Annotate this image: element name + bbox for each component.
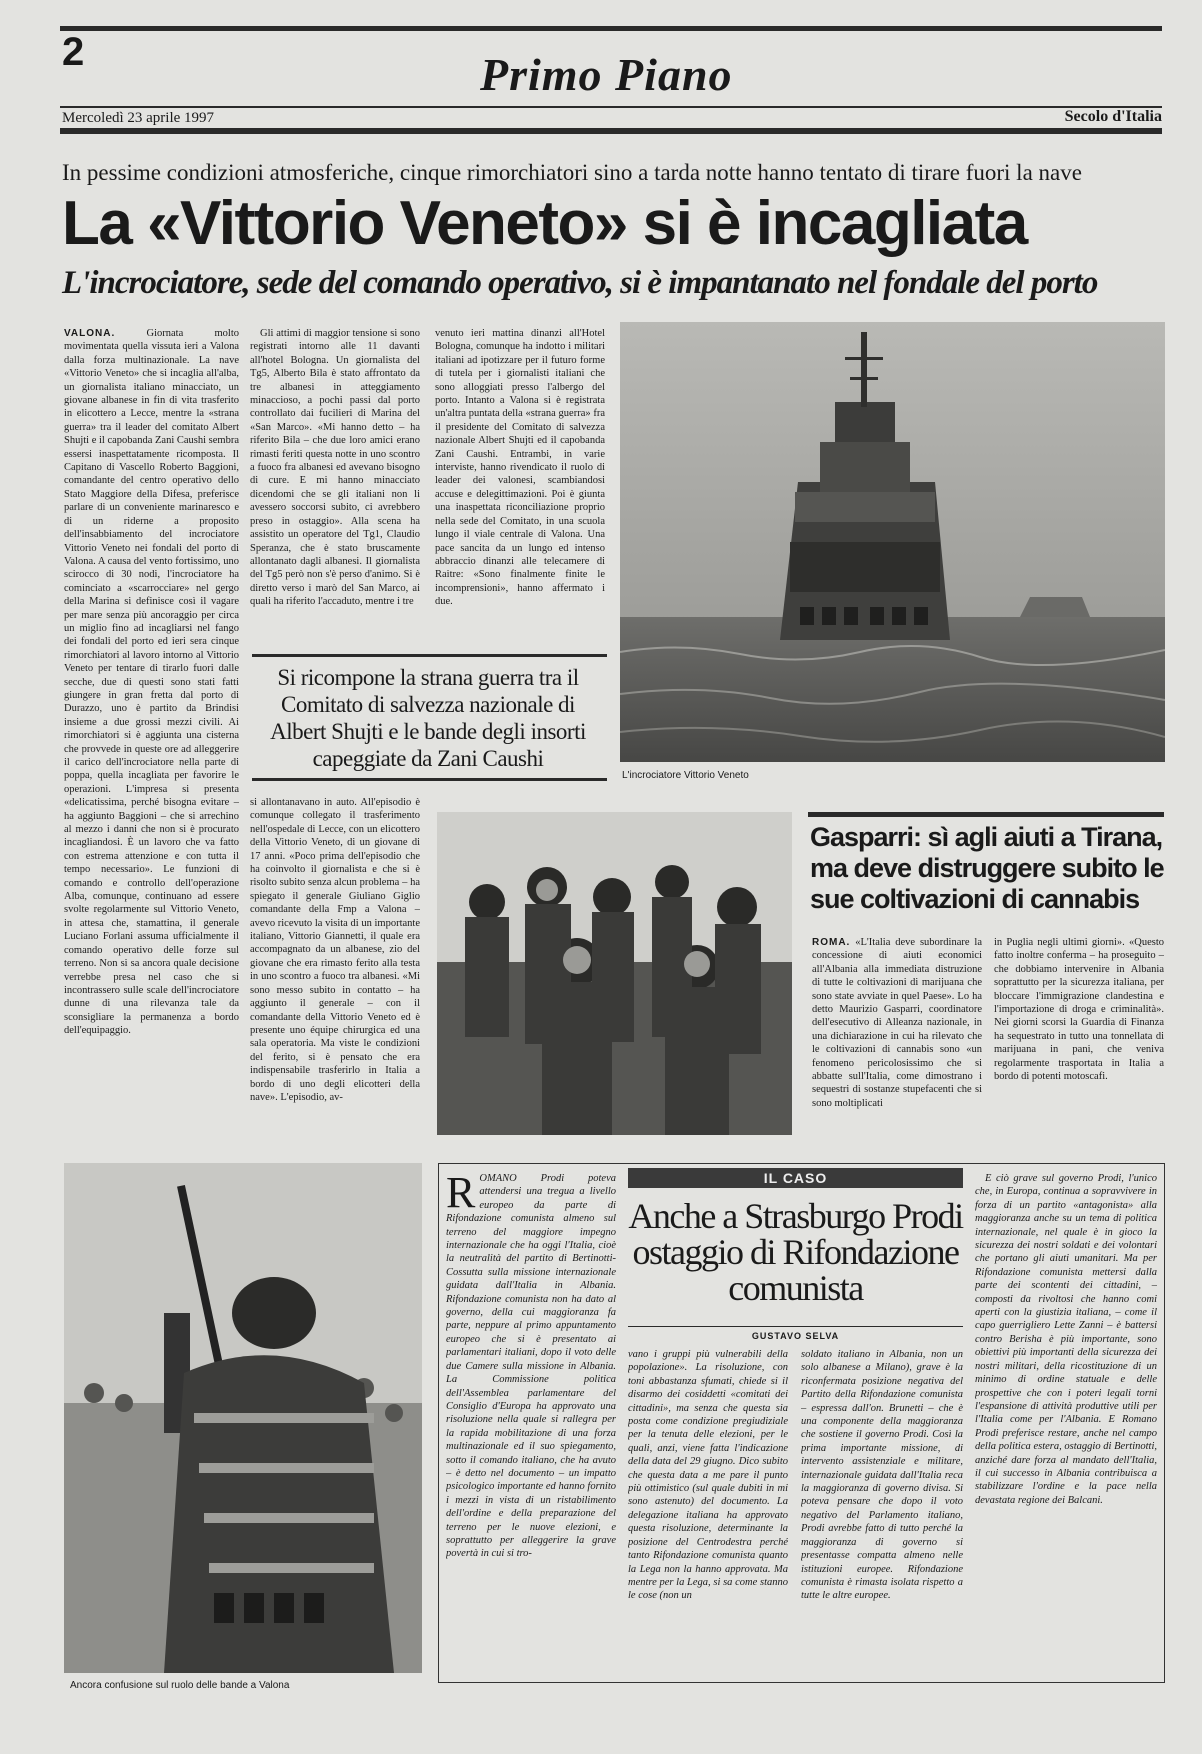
main-headline: La «Vittorio Veneto» si è incagliata: [62, 189, 1027, 258]
lead-column-3-text: venuto ieri mattina dinanzi all'Hotel Bologna, comunque ha indotto i militari italiani ad ipotizzare per il futuro forme di tutela per i giornalisti italiani che sono alloggiati presso l'albergo del porto. Intanto a Valona si è registrata un'altra puntata della «strana guerra» fra il presidente del Comitato di salvezza nazionale Albert Shujti ed il capobanda Zani Caushi. Entrambi, in varie interviste, hanno rivendicato il ruolo di leader dei valonesi, scambiandosi accuse e delegittimazioni. Poi è giunta una inaspettata riconciliazione proprio nella sede del Comitato, in una scuola lungo il viale centrale di Valona. Una pace sancita da un lungo ed intenso abbraccio dinanzi alle telecamere di Raitre: «Sono finalmente finite le incomprensioni», hanno affermato i due.: [435, 328, 605, 608]
pull-quote: Si ricompone la strana guerra tra il Comitato di salvezza nazionale di Albert Shujti e le bande degli insorti capeggiate da Zani Caushi: [270, 665, 586, 771]
gasparri-column-2-text: in Puglia negli ultimi giorni». «Questo fatto inoltre conferma – ha proseguito – che dobbiamo intervenire in Albania soprattutto per la sicurezza italiana, per bloccare l'immigrazione clandestina e l'importazione di droga e criminalità». Nei giorni scorsi la Guardia di Finanza ha sequestrato in tutto una tonnellata di marijuana in pani, che veniva regolarmente trasportata in Italia a bordo di potenti motoscafi.: [994, 937, 1164, 1083]
soldier-illustration: [64, 1163, 422, 1673]
lead-column-1: [64, 327, 239, 1127]
il-caso-intro-text: OMANO Prodi poteva attendersi una tregua a livello europeo da parte di Rifondazione comunista almeno sul terreno del maggiore impegno internazionale che ha oggi l'Italia, cioè la neutralità del partito di Bertinotti-Cossutta sulla missione internazionale guidata dall'Italia in Albania. Rifondazione comunista non ha dato al governo, della cui maggioranza fa parte, neppure al primo appuntamento europeo che si è presentato ai parlamentari italiani, dopo il voto delle due Camere sulla missione in Albania. La Commissione politica dell'Assemblea parlamentare del Consiglio d'Europa ha approvato una risoluzione nella quale si rallegra per la rapida mobilitazione di una forza multinazionale ed il suo spiegamento, sotto il comando italiano, che ha avuto – è detto nel documento – un impatto psicologico importante ed hanno fornito i mezzi in vista di un ristabilimento dell'ordine e della preparazione del terreno per le nuove elezioni, e soprattutto per alleggerire la grave povertà in cui si tro-: [446, 1173, 616, 1560]
lead-column-3: [435, 327, 605, 645]
gasparri-column-2: [994, 936, 1164, 1126]
lead-column-2b-text: si allontanavano in auto. All'episodio è comunque collegato il trasferimento nell'ospedale di Lecce, con un elicottero della Vittorio Veneto, di un giovane di 17 anni. «Poco prima dell'episodio che ha coinvolto il giornalista e che si è risolto subito senza alcun problema – ha spiegato il generale Giuliano Giglio comandante della Fmp a Valona – avevo ricevuto la visita di un importante italiano, Vittorio Giannetti, il quale era accompagnato da un albanese, zio del giovane che era rimasto ferito alla testa in uno scontro a fuoco tra albanesi. «Mi sono messo subito in contatto – ha aggiunto il generale – con il comandante della Vittorio Veneto ed è presente uno équipe chirurgica ed una sala operatoria. Ma viste le condizioni del ferito, si è pensato che era indispensabile trasferirlo in Italia a bordo di uno degli elicotteri della nave». L'episodio, av-: [250, 797, 420, 1103]
il-caso-column-4: [975, 1172, 1157, 1677]
il-caso-label: IL CASO: [628, 1168, 963, 1188]
header-rule-thick: [60, 128, 1162, 134]
section-title-text: Primo Piano: [480, 49, 733, 100]
il-caso-column-3: [801, 1348, 963, 1678]
lead-column-2: [250, 327, 420, 645]
il-caso-intro-column: [446, 1172, 616, 1677]
gasparri-dateline: ROMA.: [812, 937, 851, 948]
top-rule: [60, 26, 1162, 31]
pullquote-rule-bottom: [252, 778, 607, 781]
gasparri-headline: Gasparri: sì agli aiuti a Tirana, ma deve distruggere subito le sue coltivazioni di cannabis: [810, 822, 1164, 914]
soldier-photo-caption: Ancora confusione sul ruolo delle bande a Valona: [70, 1680, 290, 1691]
lead-column-1-text: Giornata molto movimentata quella vissuta ieri a Valona dalla forza multinazionale. La nave «Vittorio Veneto» che si incaglia all'alba, un giornalista italiano minacciato, un giovane albanese in fin di vita trasferito in elicottero a Lecce, mentre la «strana guerra» tra il leader del comitato Albert Shujti e il capobanda Zani Caushi sembra essersi inaspettatamente ricomposta. Il Capitano di Vascello Roberto Baggioni, comandante del centro operativo dello Stato Maggiore della Difesa, preferisce parlare di un conveniente marinaresco e di un riderne a proposito dell'insabbiamento del incrociatore Vittorio Veneto nei fondali del porto di Valona. A causa del vento fortissimo, uno scirocco di 30 nodi, l'incrociatore ha cominciato a «scarrocciare» nel gergo della Marina si definisce così il vagare per mare senza più ancoraggio per circa un miglio fino ad incagliarsi nel fango dei fondali del porto ed ieri sera cinque rimorchiatori al lavoro intorno al Vittorio Veneto per tentare di tirarlo fuori dalle secche, due di questi sono stati fatti giungere in gran fretta dal porto di Durazzo, uno è partito da Brindisi insieme a due grossi mezzi civili. Ai rimorchiatori si è aggiunta una cisterna che provvede in queste ore ad alleggerire il carico dell'incrociatore nella parte di poppa, quella incagliata per favorire le operazioni. L'impresa si presenta «delicatissima, perché bisogna evitare – ha aggiunto Baggioni – che si arrechino al mezzo i danni che non si è procurato incagliandosi. È un lavoro che va fatto con estrema attenzione e con tutta il tempo necessario». Le funzioni di comando e controllo dell'operazione Alba, comunque, continuano ad essere svolte regolarmente sul Vittorio Veneto, in attesa che, stamattina, il generale Luciano Forlani assuma ufficialmente il comando operativo delle forze sul terreno. Non si sa ancora quale decisione verrebbe presa nel caso che si incontrassero sulle scale dell'incrociatore dunne di una rilevanza tale da sconsigliare la permanenza a bordo dell'equipaggio.: [64, 328, 239, 1037]
il-caso-byline: GUSTAVO SELVA: [751, 1331, 840, 1341]
lead-column-2b: [250, 796, 420, 1131]
il-caso-column-2-text: vano i gruppi più vulnerabili della popolazione». La risoluzione, con toni abbastanza sfumati, chiede si il disarmo dei cosiddetti «comitati dei cittadini», ma senza che questa sia posta come condizione pregiudiziale per la tenuta delle elezioni, per le quali, anzi, viene fatta l'indicazione della data del 29 giugno. Dico subito che questa data a me pare il punto più ottimistico (sul quale dubiti in mi sono astenuto) del documento. La delegazione italiana ha approvato questa risoluzione, determinante la posizione del Centrodestra perché tanto Rifondazione comunista quanto la Lega non la hanno approvata. Ma mentre per la Lega, si sa come stanno le cose (non un: [628, 1349, 788, 1602]
gasparri-column-1: [812, 936, 982, 1126]
dropcap-letter: R: [446, 1172, 476, 1217]
headline-kicker: In pessime condizioni atmosferiche, cinque rimorchiatori sino a tarda notte hanno tentato di tirare fuori la nave: [62, 160, 1082, 185]
main-subheadline: L'incrociatore, sede del comando operativo, si è impantanato nel fondale del porto: [62, 265, 1098, 301]
crowd-photo: [437, 812, 792, 1135]
il-caso-headline: Anche a Strasburgo Prodi ostaggio di Rifondazione comunista: [628, 1196, 963, 1308]
il-caso-column-2: [628, 1348, 788, 1678]
il-caso-column-3-text: soldato italiano in Albania, non un solo albanese a Milano), grave è la riconfermata posizione negativa del Partito della Rifondazione comunista – espressa dall'on. Brunetti – che è una componente della maggioranza che sostiene il governo Prodi. Così la prima importante missione, di intervento assistenziale e militare, internazionale guidata dall'Italia reca la maggioranza di governo divisa. Si poteva pensare che dopo il voto negativo del Parlamento italiano, Prodi avrebbe fatto di tutto perché la maggioranza di governo si presentasse compatta almeno nelle istituzioni europee. Rifondazione comunista è rimasta isolata rispetto a tutte le altre europee.: [801, 1349, 963, 1602]
gasparri-column-1-text: «L'Italia deve subordinare la concessione di aiuti economici all'Albania alla immediata distruzione di tutte le coltivazioni di marijuana che sono state avviate in quel Paese». Lo ha detto Maurizio Gasparri, coordinatore dell'esecutivo di Alleanza nazionale, in una dichiarazione in cui ha rilevato che le coltivazioni di cannabis sono «un fenomeno pericolosissimo che si abbatte sull'Italia, come dimostrano i sequestri di sostanze stupefacenti che si sono moltiplicati: [812, 937, 982, 1109]
soldier-photo: [64, 1163, 422, 1673]
newspaper-name: Secolo d'Italia: [1064, 108, 1162, 125]
section-title: [480, 48, 733, 101]
byline-rule: [628, 1326, 963, 1327]
pullquote-rule-top: [252, 654, 607, 657]
ship-photo: [620, 322, 1165, 762]
gasparri-rule: [808, 812, 1164, 817]
page-number: 2: [62, 30, 85, 74]
il-caso-column-4-text: E ciò grave sul governo Prodi, l'unico che, in Europa, continua a sopravvivere in forza di un partito «antagonista» alla maggioranza anche su un tema di politica internazionale, nel quale è in gioco la sicurezza dei nostri soldati e dei volontari che portano gli aiuti umanitari. Ma per Rifondazione comunista mettersi dalla parte dei scontenti dei cittadini, – composti da rivoltosi che hanno comi aperti con la giustizia italiana, – come il capo guerrigliero Lette Zanni – è battersi contro Berisha è più importante, sono obiettivi più importanti della sicurezza dei nostri militari, della ricostituzione di un minimo di ordine statuale e delle prospettive che con i poteri legali torni l'espansione di attività produttive utili per l'Italia come per l'Albania. E Romano Prodi preferisce restare, anche nel campo della politica estera, ostaggio di Bertinotti, anziché dare forza al mandato dell'Italia, il cui successo in Albania contribuisca a stabilizzare l'ordine e la pace nella devastata regione dei Balcani.: [975, 1173, 1157, 1506]
ship-photo-caption: L'incrociatore Vittorio Veneto: [622, 770, 749, 781]
header-rule-thin: [60, 106, 1162, 108]
issue-date: Mercoledì 23 aprile 1997: [62, 110, 215, 126]
ship-illustration: [620, 322, 1165, 762]
lead-dateline: VALONA.: [64, 328, 116, 339]
lead-column-2-text: Gli attimi di maggior tensione si sono registrati intorno alle 11 davanti all'hotel Bologna. Un giornalista del Tg5, Alberto Bila è stato affrontato da tre albanesi in atteggiamento minaccioso, a pochi passi dal porto controllato dai fucilieri di Marina del «San Marco». «Mi hanno detto – ha riferito Bila – che due loro amici erano rimasti feriti questa notte in uno scontro a fuoco fra albanesi ed avevano bisogno di cure. E mi hanno minacciato dicendomi che se gli italiani non li avessero soccorsi subito, ci avrebbero preso in ostaggio». Alla scena ha assistito un operatore del Tg1, Claudio Speranza, che è stato bruscamente allontanato dagli albanesi. Il giornalista del Tg5 però non s'è perso d'animo. Si è diretto verso i marò del San Marco, ai quali ha riferito l'accaduto, mentre i tre: [250, 328, 420, 608]
crowd-illustration: [437, 812, 792, 1135]
